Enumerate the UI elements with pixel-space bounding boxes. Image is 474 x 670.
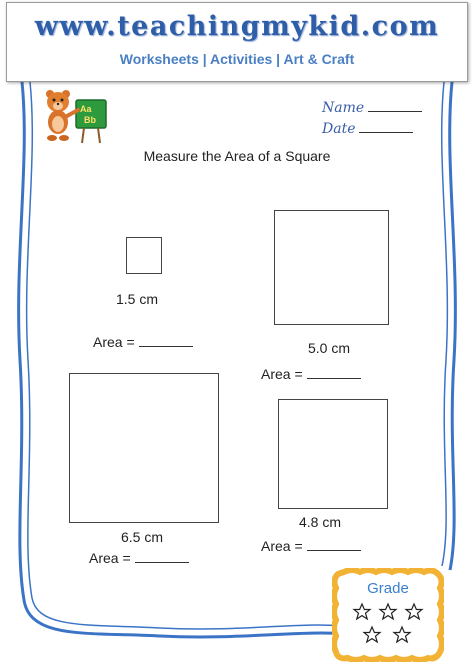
square-4-side-label: 4.8 cm	[299, 514, 342, 530]
area-label: Area =	[89, 550, 131, 566]
date-blank[interactable]	[359, 120, 413, 133]
board-text-aa: Aa	[80, 104, 92, 114]
square-2-area	[261, 366, 361, 382]
name-row	[322, 98, 422, 119]
square-2	[274, 210, 389, 325]
site-nav[interactable]: Worksheets | Activities | Art & Craft	[119, 51, 355, 67]
date-label: Date	[322, 121, 356, 137]
square-1-area	[93, 334, 193, 350]
grade-label: Grade	[367, 580, 409, 597]
square-1	[126, 237, 162, 274]
area-label: Area =	[261, 366, 303, 382]
site-header	[6, 2, 468, 82]
bear-mascot-icon	[40, 88, 110, 144]
square-1-side-label: 1.5 cm	[116, 291, 159, 307]
area-label: Area =	[261, 538, 303, 554]
square-4-area	[261, 538, 361, 554]
square-3-answer-blank[interactable]	[135, 550, 189, 563]
square-2-answer-blank[interactable]	[307, 366, 361, 379]
board-text-bb: Bb	[84, 115, 96, 125]
student-info	[322, 98, 422, 140]
name-blank[interactable]	[368, 99, 422, 112]
date-row	[322, 119, 422, 140]
square-2-side-label: 5.0 cm	[308, 340, 351, 356]
area-label: Area =	[93, 334, 135, 350]
site-title[interactable]: www.teachingmykid.com	[34, 11, 440, 42]
square-1-answer-blank[interactable]	[139, 334, 193, 347]
square-4-answer-blank[interactable]	[307, 538, 361, 551]
name-label: Name	[322, 100, 365, 116]
square-4	[278, 399, 388, 509]
square-3-area	[89, 550, 189, 566]
worksheet-title: Measure the Area of a Square	[143, 148, 331, 164]
square-3	[69, 373, 219, 523]
square-3-side-label: 6.5 cm	[121, 529, 164, 545]
